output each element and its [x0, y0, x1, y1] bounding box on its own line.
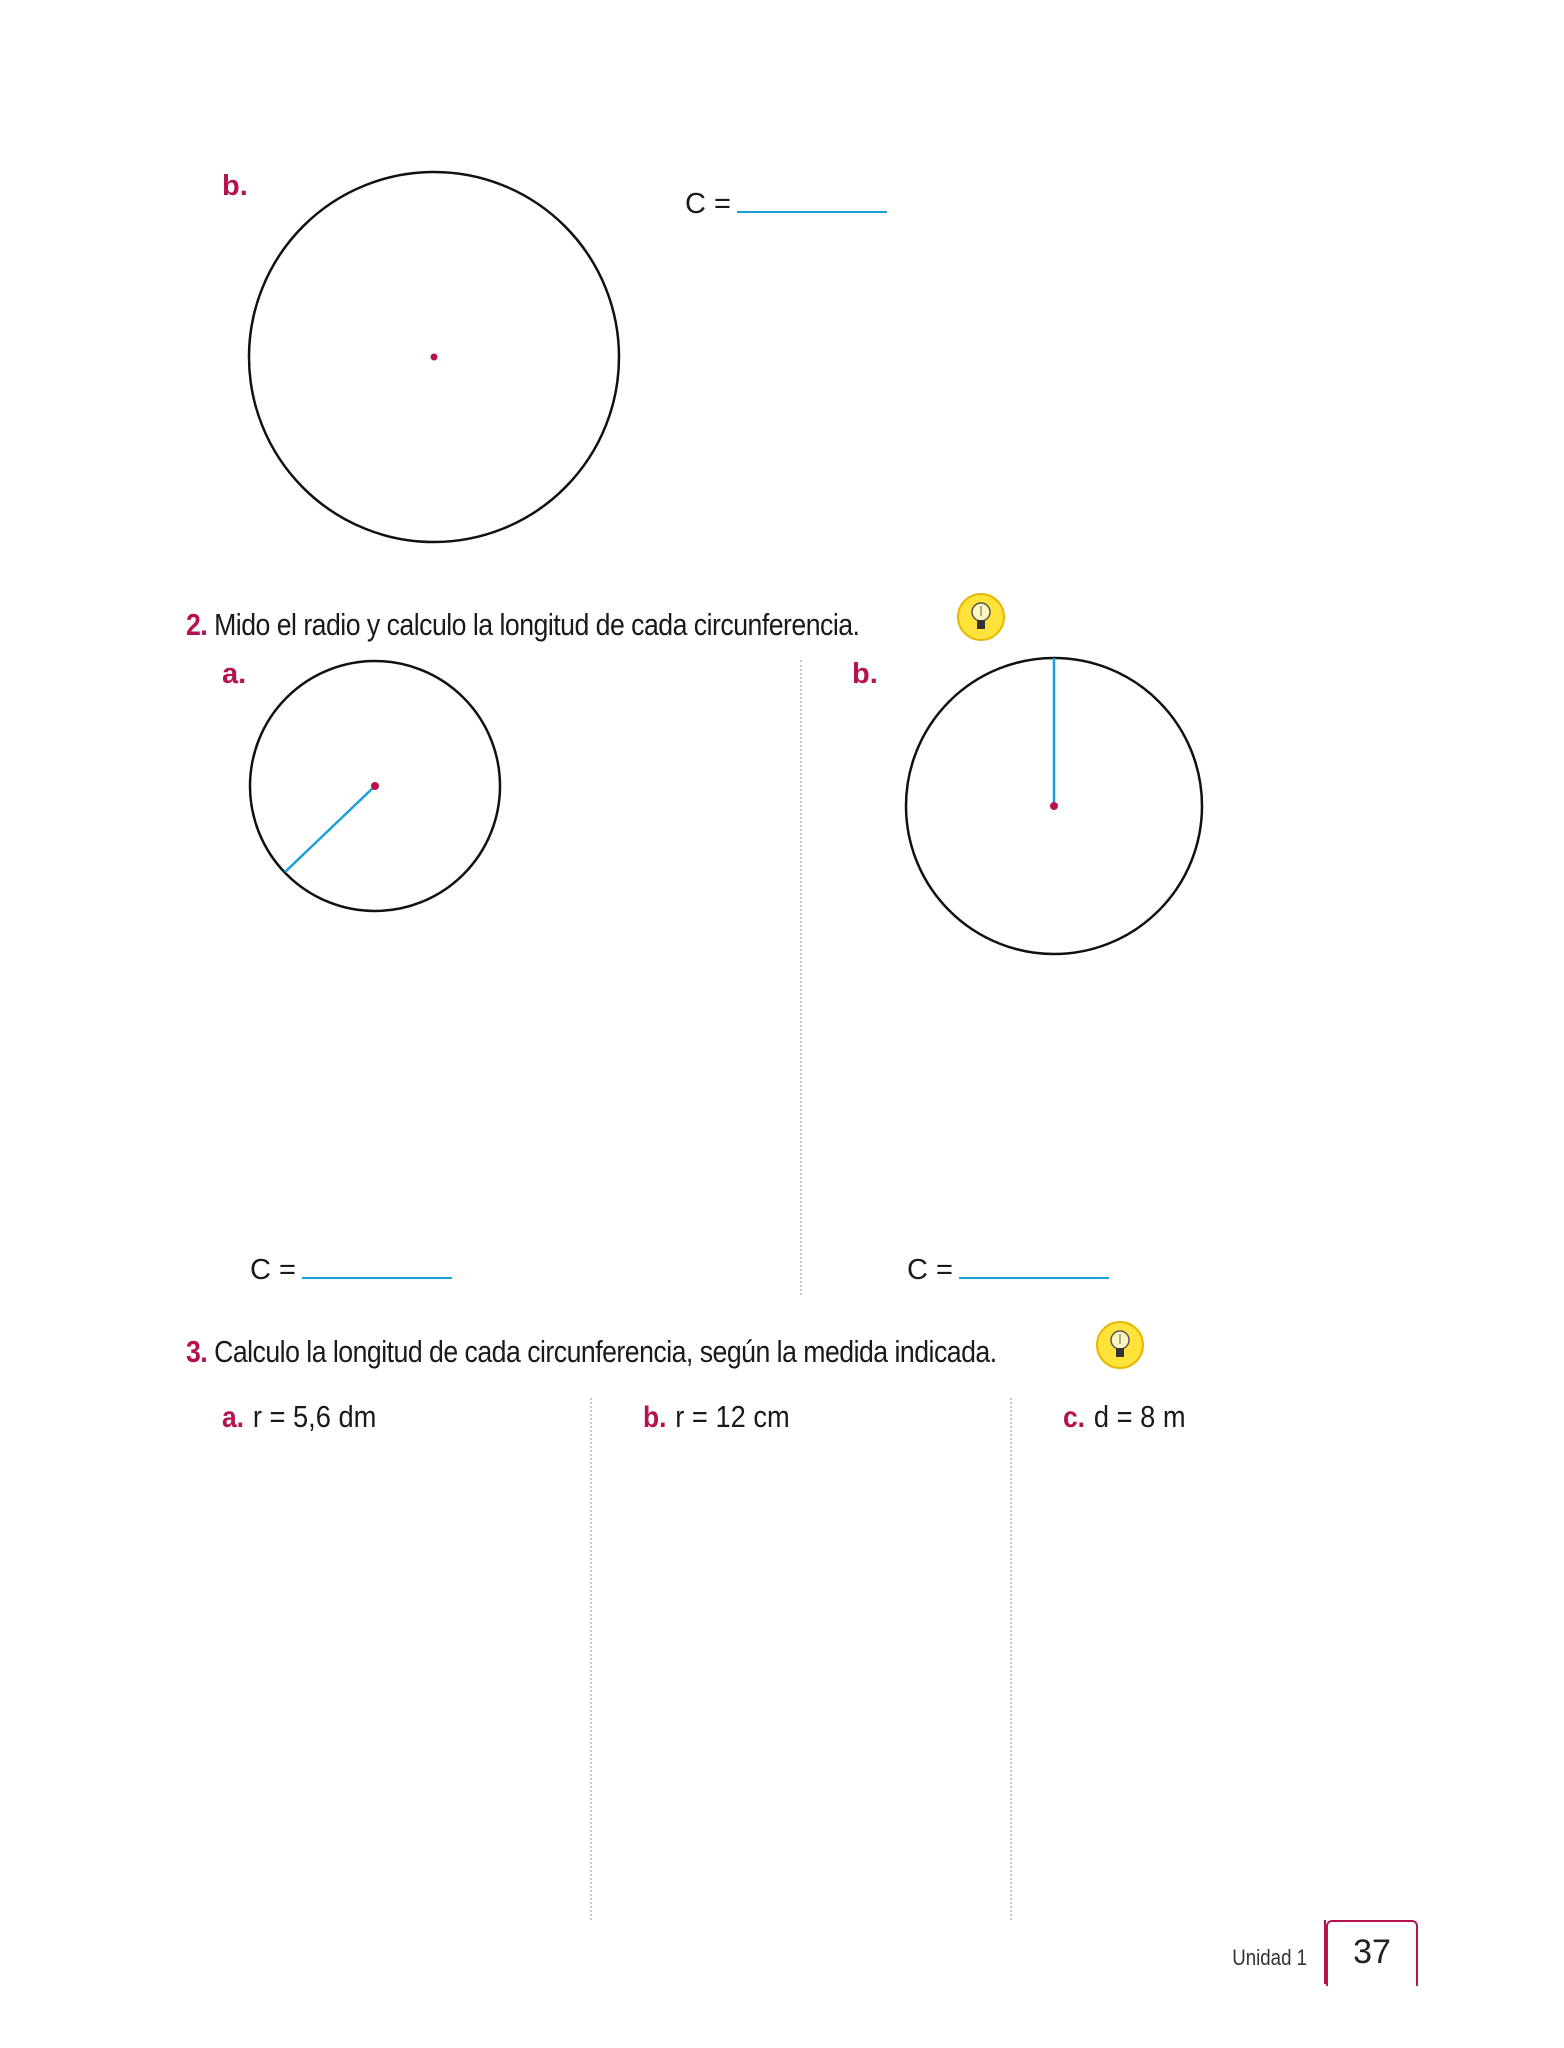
circle-2b [905, 655, 1205, 957]
measure-item-c [1063, 1399, 1186, 1435]
answer-field-2a[interactable] [250, 1253, 452, 1287]
column-divider [800, 660, 802, 1295]
unit-label: Unidad 1 [1232, 1945, 1307, 1970]
item-label: a. [222, 1401, 245, 1434]
exercise-number: 2. [186, 607, 208, 642]
answer-field-2b[interactable] [907, 1253, 1109, 1287]
answer-prefix: C = [250, 1254, 296, 1286]
circle-2a [248, 660, 504, 916]
answer-prefix: C = [685, 188, 731, 220]
exercise-number: 3. [186, 1334, 208, 1369]
answer-blank[interactable] [302, 1253, 452, 1279]
exercise-3-heading [186, 1334, 997, 1370]
page-number: 37 [1326, 1920, 1418, 1986]
item-value: r = 5,6 dm [252, 1399, 377, 1434]
lightbulb-icon [1095, 1320, 1145, 1370]
circle-1b [240, 168, 630, 558]
answer-field-1b[interactable] [685, 187, 887, 221]
item-value: d = 8 m [1093, 1399, 1186, 1434]
measure-item-b [643, 1399, 790, 1435]
item-label-a: a. [222, 658, 247, 690]
item-value: r = 12 cm [675, 1399, 790, 1434]
exercise-2-heading [186, 607, 859, 643]
column-divider [590, 1398, 592, 1920]
item-label: b. [643, 1401, 667, 1434]
answer-prefix: C = [907, 1254, 953, 1286]
exercise-text: Mido el radio y calculo la longitud de cada circunferencia. [214, 607, 860, 642]
answer-blank[interactable] [737, 187, 887, 213]
answer-blank[interactable] [959, 1253, 1109, 1279]
column-divider [1010, 1398, 1012, 1920]
lightbulb-icon [956, 592, 1006, 642]
item-label-b: b. [852, 658, 878, 690]
item-label: c. [1063, 1401, 1086, 1434]
exercise-text: Calculo la longitud de cada circunferencia, según la medida indicada. [214, 1334, 997, 1369]
item-label-b: b. [222, 170, 248, 202]
measure-item-a [222, 1399, 376, 1435]
